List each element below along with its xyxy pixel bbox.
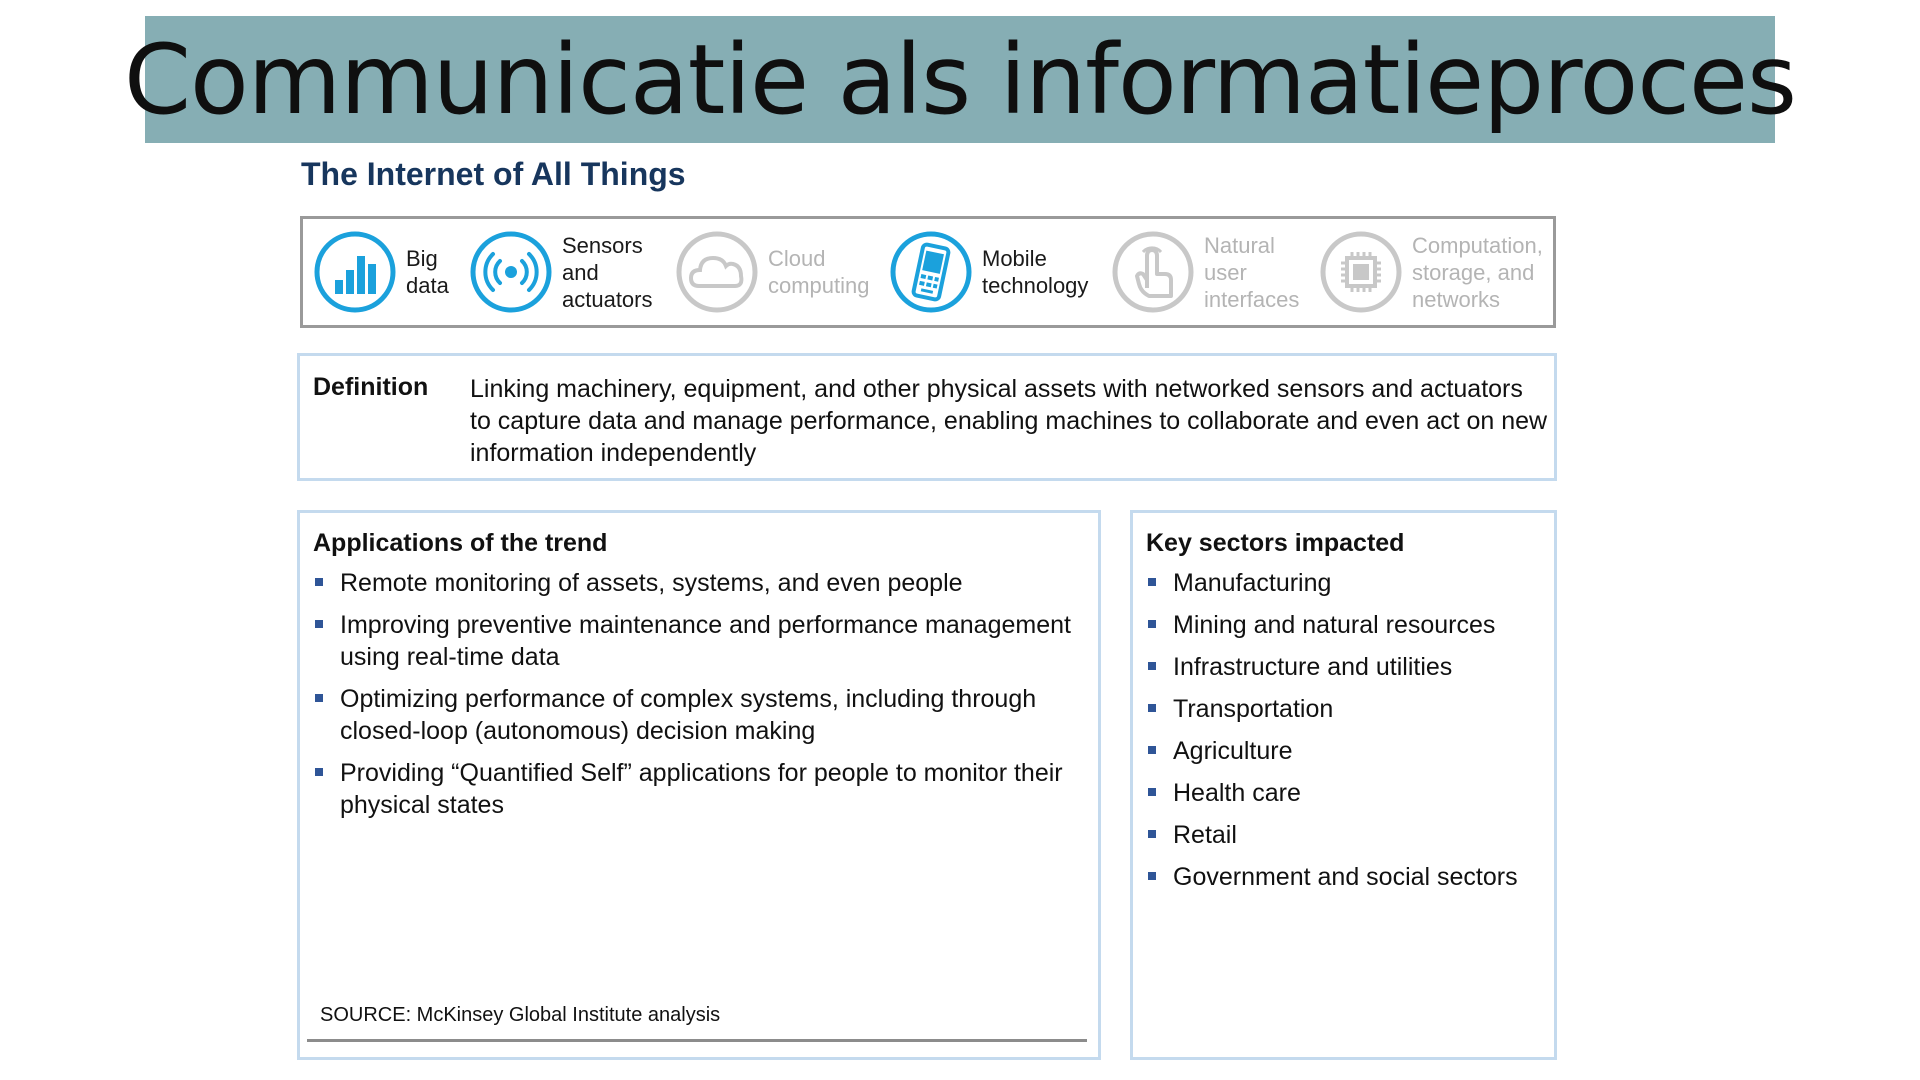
list-item-text: Providing “Quantified Self” applications for people to monitor their physical states xyxy=(340,759,1063,819)
tech-computation-storage-networks xyxy=(1319,219,1543,325)
bullet-square-icon xyxy=(1148,620,1156,628)
applications-list xyxy=(313,567,1100,831)
list-item-text: Agriculture xyxy=(1173,737,1293,765)
sectors-panel xyxy=(1130,510,1557,1060)
tech-mobile-technology xyxy=(889,219,1088,325)
title-band xyxy=(123,16,1797,143)
divider xyxy=(307,1039,1087,1042)
list-item-text: Improving preventive maintenance and performance management using real-time data xyxy=(340,611,1071,671)
tech-label: Sensors and actuators xyxy=(562,232,653,312)
bullet-square-icon xyxy=(315,578,323,586)
bullet-square-icon xyxy=(1148,830,1156,838)
signal-icon xyxy=(469,230,553,314)
bullet-square-icon xyxy=(1148,578,1156,586)
list-item-text: Government and social sectors xyxy=(1173,863,1518,891)
source-note: SOURCE: McKinsey Global Institute analysis xyxy=(320,1004,721,1026)
list-item xyxy=(1146,651,1518,683)
list-item-text: Transportation xyxy=(1173,695,1334,723)
mobile-phone-icon xyxy=(889,230,973,314)
definition-box xyxy=(297,353,1557,481)
list-item-text: Retail xyxy=(1173,821,1237,849)
bullet-square-icon xyxy=(1148,788,1156,796)
cloud-icon xyxy=(675,230,759,314)
list-item-text: Infrastructure and utilities xyxy=(1173,653,1453,681)
slide-title: Communicatie als informatieproces xyxy=(123,23,1797,136)
bullet-square-icon xyxy=(1148,704,1156,712)
subtitle: The Internet of All Things xyxy=(301,156,686,192)
list-item xyxy=(1146,735,1518,767)
sectors-list xyxy=(1146,567,1518,903)
list-item xyxy=(1146,819,1518,851)
list-item xyxy=(313,609,1100,673)
list-item xyxy=(1146,861,1518,893)
definition-text: Linking machinery, equipment, and other physical assets with networked sensors and actuators to capture data and manage performance, enabling machines to collaborate and even act on new information independently xyxy=(470,375,1548,467)
list-item-text: Mining and natural resources xyxy=(1173,611,1496,639)
bullet-square-icon xyxy=(1148,872,1156,880)
tech-label: Big data xyxy=(406,246,449,298)
tech-label: Mobile technology xyxy=(982,246,1089,298)
tech-natural-user-interfaces xyxy=(1111,219,1299,325)
technology-bar xyxy=(300,216,1556,328)
tech-label: Computation, storage, and networks xyxy=(1412,232,1543,312)
list-item-text: Remote monitoring of assets, systems, and even people xyxy=(340,569,963,597)
sectors-heading: Key sectors impacted xyxy=(1146,529,1405,557)
applications-panel xyxy=(297,510,1101,1060)
definition-label: Definition xyxy=(313,373,429,401)
list-item xyxy=(1146,567,1518,599)
touch-hand-icon xyxy=(1111,230,1195,314)
list-item xyxy=(313,567,1100,599)
bullet-square-icon xyxy=(1148,746,1156,754)
list-item-text: Manufacturing xyxy=(1173,569,1332,597)
bullet-square-icon xyxy=(315,768,323,776)
list-item-text: Health care xyxy=(1173,779,1301,807)
tech-sensors-actuators xyxy=(469,219,653,325)
tech-label: Cloud computing xyxy=(768,246,870,298)
list-item xyxy=(1146,609,1518,641)
bullet-square-icon xyxy=(1148,662,1156,670)
bar-chart-icon xyxy=(313,230,397,314)
tech-label: Natural user interfaces xyxy=(1204,232,1300,312)
list-item xyxy=(1146,777,1518,809)
bullet-square-icon xyxy=(315,620,323,628)
list-item xyxy=(313,683,1100,747)
applications-heading: Applications of the trend xyxy=(313,529,608,557)
chip-icon xyxy=(1319,230,1403,314)
list-item-text: Optimizing performance of complex systems, including through closed-loop (autonomous) decision making xyxy=(340,685,1037,745)
list-item xyxy=(313,757,1100,821)
list-item xyxy=(1146,693,1518,725)
tech-big-data xyxy=(313,219,449,325)
bullet-square-icon xyxy=(315,694,323,702)
tech-cloud-computing xyxy=(675,219,870,325)
